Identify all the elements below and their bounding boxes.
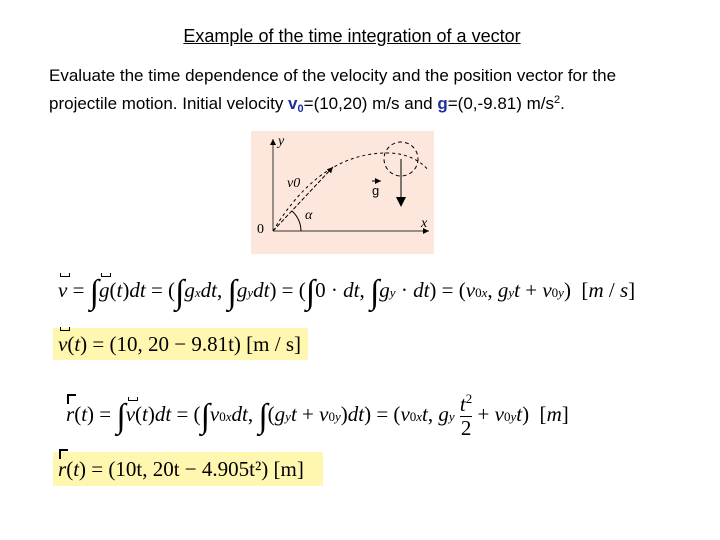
velocity-integral-equation: v = ∫g(t)dt = (∫gxdt, ∫gydt) = (∫0 · dt, ∫gy · dt) = (v0x, gyt + v0y) [m / s] [58, 274, 636, 311]
projectile-diagram-svg [251, 131, 434, 254]
v0-label: v0 [287, 176, 301, 191]
projectile-diagram [251, 131, 434, 254]
intro-line-2: projectile motion. Initial velocity $v_0=(10,20)$ m/s and g=(0,-9.81) $m/s^2$. [49, 94, 565, 115]
position-result-equation: r(t) = (10t, 20t − 4.905t²) [m] [58, 457, 304, 481]
v0-arrow [273, 167, 333, 231]
problem-statement [49, 64, 689, 121]
trajectory-curve [273, 153, 429, 231]
x-axis-label: x [421, 216, 428, 231]
intro-line-1: Evaluate the time dependence of the velocity and the position vector for the [49, 66, 617, 85]
position-integral-equation: r(t) = ∫v(t)dt = (∫v0xdt, ∫(gyt + v0y)dt) = (v0xt, gy $\frac{t^2}{2}$ + v0yt) [m] [66, 391, 569, 441]
y-axis-label: y [278, 134, 285, 149]
velocity-result-equation: v(t) = (10, 20 − 9.81t) [m / s] [58, 332, 302, 356]
gravity-arrowhead [396, 197, 406, 207]
v0-symbol: $v_0$ [288, 94, 304, 115]
alpha-arc [292, 211, 301, 231]
origin-label: 0 [257, 222, 264, 237]
velocity-result-value: (10, 20 − 9.81t) [m / s] [109, 332, 302, 356]
alpha-label: α [305, 208, 313, 223]
g-symbol: g [437, 94, 448, 113]
g-label: g [372, 183, 380, 198]
position-result-value: (10t, 20t − 4.905t²) [m] [108, 457, 304, 481]
page-title: Example of the time integration of a vector [183, 26, 521, 46]
